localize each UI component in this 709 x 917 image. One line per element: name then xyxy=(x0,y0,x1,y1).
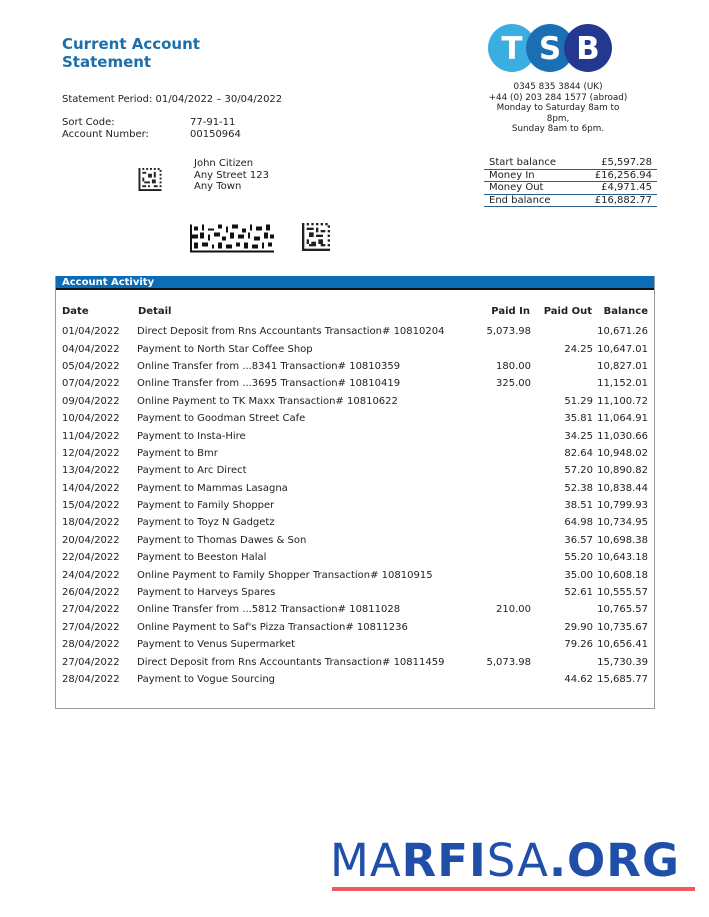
cell-detail: Payment to Beeston Halal xyxy=(137,552,267,564)
cell-detail: Direct Deposit from Rns Accountants Transaction# 10811459 xyxy=(137,656,445,668)
sort-code-label: Sort Code: xyxy=(62,117,115,128)
cell-balance: 11,064.91 xyxy=(597,413,648,425)
table-row xyxy=(56,601,654,618)
transactions-table xyxy=(56,290,654,688)
address-town: Any Town xyxy=(194,181,242,192)
cell-paid-out xyxy=(531,358,593,375)
cell-paid-out: 35.81 xyxy=(564,413,593,425)
watermark-part1: MA xyxy=(330,834,402,887)
cell-paid-out: 79.26 xyxy=(564,639,593,651)
datamatrix-code-icon xyxy=(138,168,162,191)
cell-paid-out: 29.90 xyxy=(564,621,593,633)
cell-detail: Online Transfer from ...5812 Transaction# 10811028 xyxy=(137,604,401,616)
cell-date: 27/04/2022 xyxy=(62,621,120,633)
cell-detail: Payment to Toyz N Gadgetz xyxy=(137,517,275,529)
watermark-underline xyxy=(332,887,695,891)
cell-paid-out: 55.20 xyxy=(564,552,593,564)
account-number-value: 00150964 xyxy=(190,129,241,140)
table-row xyxy=(56,410,654,427)
cell-paid-in xyxy=(459,514,531,531)
cell-paid-in: 210.00 xyxy=(496,604,531,616)
watermark-part2: RFI xyxy=(401,834,487,887)
cell-balance: 10,698.38 xyxy=(597,534,648,546)
barcode-icon xyxy=(190,224,274,253)
cell-date: 12/04/2022 xyxy=(62,447,120,459)
cell-paid-in xyxy=(459,410,531,427)
cell-paid-in: 5,073.98 xyxy=(486,326,531,338)
contact-info xyxy=(488,82,628,135)
cell-date: 11/04/2022 xyxy=(62,430,120,442)
cell-date: 27/04/2022 xyxy=(62,656,120,668)
col-balance: Balance xyxy=(603,305,648,317)
cell-date: 15/04/2022 xyxy=(62,500,120,512)
cell-balance: 10,838.44 xyxy=(597,482,648,494)
cell-paid-in xyxy=(459,445,531,462)
cell-detail: Payment to Family Shopper xyxy=(137,500,275,512)
summary-value: £4,971.45 xyxy=(601,182,652,193)
cell-detail: Online Payment to TK Maxx Transaction# 10810622 xyxy=(137,395,398,407)
cell-detail: Payment to Vogue Sourcing xyxy=(137,674,276,685)
cell-detail: Payment to Arc Direct xyxy=(137,465,247,477)
watermark-logo xyxy=(330,834,680,887)
title-line-1: Current Account xyxy=(62,35,200,53)
cell-date: 28/04/2022 xyxy=(62,639,120,651)
summary-value: £16,256.94 xyxy=(594,169,652,181)
cell-date: 14/04/2022 xyxy=(62,482,120,494)
cell-date: 20/04/2022 xyxy=(62,534,120,546)
cell-paid-in xyxy=(459,532,531,549)
cell-date: 04/04/2022 xyxy=(62,343,120,355)
cell-detail: Payment to Goodman Street Cafe xyxy=(137,413,306,425)
cell-balance: 11,100.72 xyxy=(597,395,648,407)
cell-balance: 11,152.01 xyxy=(597,378,648,390)
cell-date: 26/04/2022 xyxy=(62,587,120,599)
cell-date: 28/04/2022 xyxy=(62,674,120,685)
balance-summary xyxy=(484,157,657,207)
cell-paid-in xyxy=(459,566,531,583)
summary-label: End balance xyxy=(489,194,551,206)
cell-balance: 10,799.93 xyxy=(597,500,648,512)
table-header-row xyxy=(56,290,654,323)
table-row xyxy=(56,566,654,583)
watermark-part3: SA xyxy=(486,834,549,887)
summary-label: Money In xyxy=(489,169,535,181)
table-row xyxy=(56,393,654,410)
summary-value: £16,882.77 xyxy=(594,194,652,206)
cell-balance: 10,656.41 xyxy=(597,639,648,651)
cell-balance: 10,827.01 xyxy=(597,360,648,372)
account-activity-title: Account Activity xyxy=(56,276,654,290)
cell-paid-in xyxy=(459,462,531,479)
table-row xyxy=(56,671,654,688)
col-detail: Detail xyxy=(138,305,172,317)
table-row xyxy=(56,636,654,653)
cell-balance: 10,643.18 xyxy=(597,552,648,564)
svg-text:S: S xyxy=(538,31,562,67)
table-row xyxy=(56,497,654,514)
cell-paid-out: 51.29 xyxy=(564,395,593,407)
cell-paid-out: 64.98 xyxy=(564,517,593,529)
cell-balance: 15,730.39 xyxy=(597,656,648,668)
cell-paid-in xyxy=(459,671,531,688)
cell-detail: Payment to Insta-Hire xyxy=(137,430,246,442)
watermark-part4: .ORG xyxy=(548,834,680,887)
summary-money-out xyxy=(484,182,657,195)
cell-paid-in xyxy=(459,340,531,357)
cell-date: 09/04/2022 xyxy=(62,395,120,407)
cell-detail: Online Transfer from ...3695 Transaction# 10810419 xyxy=(137,378,401,390)
cell-detail: Payment to Venus Supermarket xyxy=(137,639,296,651)
cell-paid-in xyxy=(459,584,531,601)
address-street: Any Street 123 xyxy=(194,169,269,181)
cell-detail: Payment to Harveys Spares xyxy=(137,587,276,599)
hours-weekday: Monday to Saturday 8am to 8pm, xyxy=(496,103,620,124)
cell-paid-in: 325.00 xyxy=(496,378,531,390)
cell-paid-out: 36.57 xyxy=(564,534,593,546)
cell-paid-in xyxy=(459,427,531,444)
col-date: Date xyxy=(62,305,89,317)
cell-date: 05/04/2022 xyxy=(62,360,120,372)
cell-date: 01/04/2022 xyxy=(62,326,120,338)
summary-money-in xyxy=(484,170,657,183)
table-row xyxy=(56,619,654,636)
cell-paid-in xyxy=(459,549,531,566)
svg-text:B: B xyxy=(576,31,600,67)
cell-balance: 10,555.57 xyxy=(597,587,648,599)
cell-paid-out: 34.25 xyxy=(564,430,593,442)
table-row xyxy=(56,375,654,392)
cell-paid-out xyxy=(531,601,593,618)
cell-balance: 10,647.01 xyxy=(597,343,648,355)
cell-balance: 10,948.02 xyxy=(597,447,648,459)
cell-balance: 10,734.95 xyxy=(597,517,648,529)
table-row xyxy=(56,480,654,497)
cell-detail: Payment to Bmr xyxy=(137,447,218,459)
summary-label: Start balance xyxy=(489,157,556,168)
cell-detail: Payment to North Star Coffee Shop xyxy=(137,343,313,355)
table-row xyxy=(56,445,654,462)
cell-date: 07/04/2022 xyxy=(62,378,120,390)
cell-detail: Payment to Thomas Dawes & Son xyxy=(137,534,307,546)
cell-paid-out: 44.62 xyxy=(564,674,593,685)
cell-balance: 10,608.18 xyxy=(597,569,648,581)
svg-text:T: T xyxy=(501,31,523,67)
cell-detail: Online Payment to Saf's Pizza Transaction# 10811236 xyxy=(137,621,408,633)
account-activity-panel xyxy=(55,276,655,709)
cell-detail: Online Transfer from ...8341 Transaction# 10810359 xyxy=(137,360,401,372)
datamatrix-code-2-icon xyxy=(302,223,330,251)
cell-paid-out: 82.64 xyxy=(564,447,593,459)
title-line-2: Statement xyxy=(62,53,152,71)
cell-paid-in: 5,073.98 xyxy=(486,656,531,668)
table-row xyxy=(56,653,654,670)
col-paid-out: Paid Out xyxy=(543,305,592,317)
address-name: John Citizen xyxy=(194,158,254,169)
table-row xyxy=(56,462,654,479)
table-row xyxy=(56,532,654,549)
summary-start-balance xyxy=(484,157,657,170)
table-row xyxy=(56,427,654,444)
table-row xyxy=(56,584,654,601)
phone-uk: 0345 835 3844 (UK) xyxy=(513,82,603,92)
cell-balance: 10,671.26 xyxy=(597,326,648,338)
cell-date: 10/04/2022 xyxy=(62,413,120,425)
transactions-body xyxy=(56,323,654,688)
cell-paid-in xyxy=(459,636,531,653)
cell-paid-out: 57.20 xyxy=(564,465,593,477)
hours-sunday: Sunday 8am to 6pm. xyxy=(511,124,605,134)
cell-detail: Online Payment to Family Shopper Transaction# 10810915 xyxy=(137,569,433,581)
cell-paid-in xyxy=(459,393,531,410)
table-row xyxy=(56,514,654,531)
cell-paid-in xyxy=(459,497,531,514)
cell-balance: 10,735.67 xyxy=(597,621,648,633)
cell-balance: 15,685.77 xyxy=(597,674,648,685)
sort-code-value: 77-91-11 xyxy=(190,117,236,128)
cell-balance: 11,030.66 xyxy=(597,430,648,442)
cell-paid-in xyxy=(459,619,531,636)
cell-paid-out: 35.00 xyxy=(564,569,593,581)
table-row xyxy=(56,340,654,357)
cell-paid-out: 52.61 xyxy=(564,587,593,599)
phone-abroad: +44 (0) 203 284 1577 (abroad) xyxy=(488,92,628,103)
cell-balance: 10,765.57 xyxy=(597,604,648,616)
cell-paid-out xyxy=(531,323,593,340)
cell-date: 13/04/2022 xyxy=(62,465,120,477)
summary-end-balance xyxy=(484,195,657,208)
table-row xyxy=(56,358,654,375)
tsb-logo xyxy=(488,24,614,72)
cell-paid-out xyxy=(531,653,593,670)
cell-date: 24/04/2022 xyxy=(62,569,120,581)
cell-paid-out: 52.38 xyxy=(564,482,593,494)
cell-paid-out: 24.25 xyxy=(564,343,593,355)
table-row xyxy=(56,323,654,340)
summary-value: £5,597.28 xyxy=(601,157,652,168)
col-paid-in: Paid In xyxy=(491,305,530,317)
page-title xyxy=(62,35,200,71)
account-number-label: Account Number: xyxy=(62,129,149,140)
cell-paid-in: 180.00 xyxy=(496,360,531,372)
statement-period: Statement Period: 01/04/2022 – 30/04/2022 xyxy=(62,94,283,105)
cell-paid-out: 38.51 xyxy=(564,500,593,512)
cell-date: 27/04/2022 xyxy=(62,604,120,616)
cell-detail: Payment to Mammas Lasagna xyxy=(137,482,288,494)
summary-label: Money Out xyxy=(489,182,544,193)
table-row xyxy=(56,549,654,566)
mailing-address xyxy=(194,158,269,193)
cell-balance: 10,890.82 xyxy=(597,465,648,477)
cell-date: 22/04/2022 xyxy=(62,552,120,564)
cell-detail: Direct Deposit from Rns Accountants Transaction# 10810204 xyxy=(137,326,445,338)
cell-paid-out xyxy=(531,375,593,392)
cell-paid-in xyxy=(459,480,531,497)
cell-date: 18/04/2022 xyxy=(62,517,120,529)
